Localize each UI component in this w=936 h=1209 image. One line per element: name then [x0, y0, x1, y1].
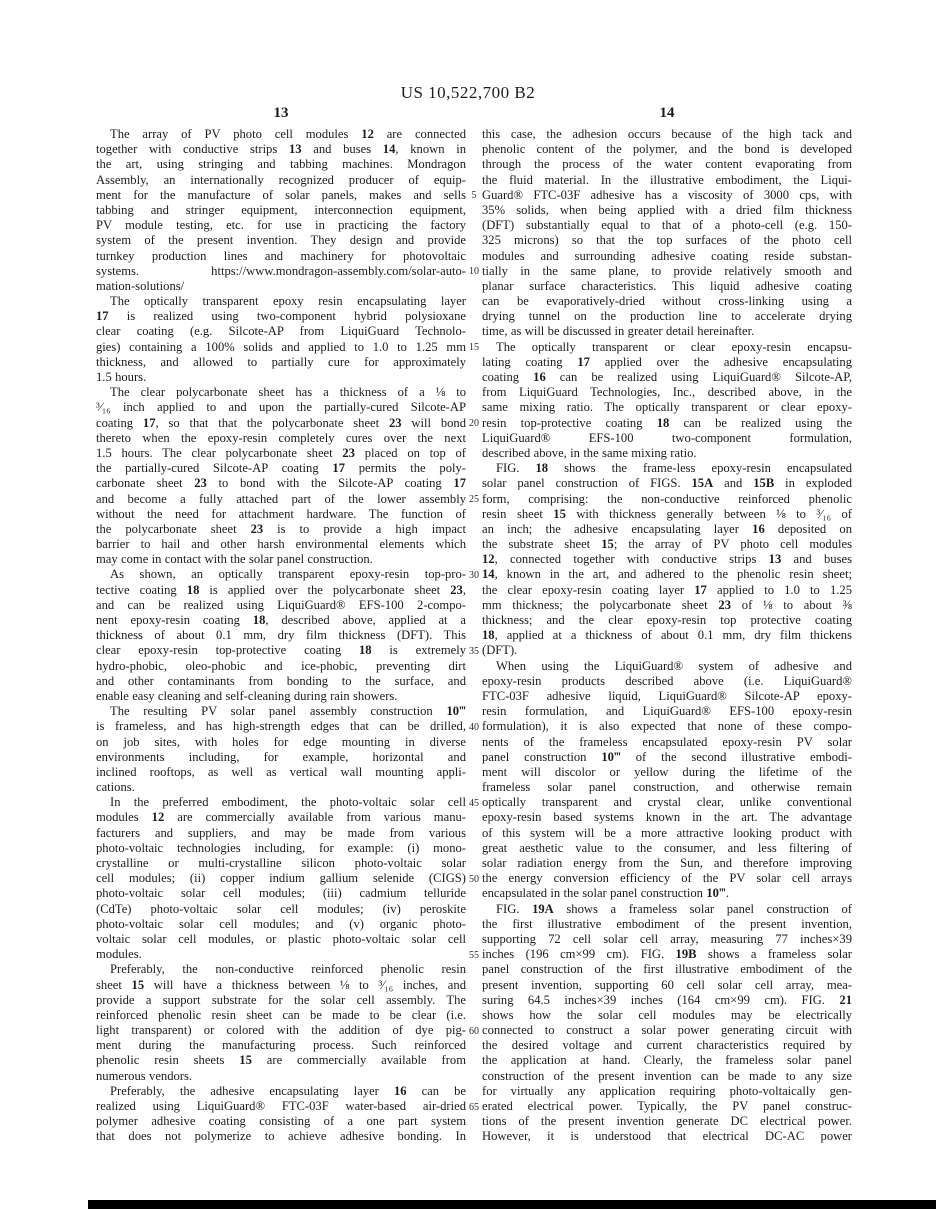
gutter-line-number: 15 — [469, 341, 479, 353]
text-line: turnkey production lines and machinery for photovoltaic — [96, 248, 466, 263]
text-line: the energy conversion efficiency of the PV solar cell arrays — [482, 871, 852, 886]
text-line: FTC-03F adhesive liquid, LiquiGuard® Silcote-AP epoxy- — [482, 688, 852, 703]
text-line: and other contaminants from bonding to the surface, and — [96, 673, 466, 688]
gutter-line-number: 65 — [469, 1101, 479, 1113]
text-line: on job sites, with holes for edge mounting in diverse — [96, 734, 466, 749]
text-line: ³⁄₁₆ inch applied to and upon the partially-cured Silcote-AP — [96, 400, 466, 415]
text-line: inclined rooftops, as well as vertical wall mounting appli- — [96, 764, 466, 779]
text-line: time, as will be discussed in greater detail hereinafter. — [482, 324, 755, 339]
text-line: realized using LiquiGuard® FTC-03F water-based air-dried — [96, 1099, 466, 1113]
text-line: Preferably, the non-conductive reinforced phenolic resin — [110, 962, 466, 977]
text-line: The array of PV photo cell modules 12 are connected — [110, 127, 466, 141]
text-line: that does not polymerize to achieve adhesive bonding. In — [96, 1129, 466, 1144]
text-line: 1.5 hours. — [96, 370, 147, 384]
text-line: shows how the solar cell modules may be electrically — [482, 1007, 852, 1022]
text-line: FIG. 18 shows the frame-less epoxy-resin encapsulated — [496, 461, 852, 476]
text-line: present invention, supporting 60 cell solar cell array, mea- — [482, 977, 852, 992]
text-line: tions of the present invention generate DC electrical power. — [482, 1114, 852, 1129]
text-line: connected to construct a solar power generating circuit with — [482, 1023, 852, 1038]
text-line: The optically transparent or clear epoxy-resin encapsu- — [496, 339, 852, 354]
text-line: crystalline or multi-crystalline silicon photo-voltaic solar — [96, 856, 466, 870]
text-line: hydro-phobic, oleo-phobic and ice-phobic, preventing dirt — [96, 658, 466, 673]
text-line: described above, in the same mixing ratio. — [482, 445, 697, 460]
text-line: Assembly, an internationally recognized producer of equip- — [96, 172, 466, 187]
text-line: modules and surrounding adhesive coating reside substan- — [482, 248, 852, 263]
text-line: However, it is understood that electrical DC-AC power — [482, 1129, 852, 1144]
text-line: thickness; and the clear epoxy-resin top protective coating — [482, 613, 852, 627]
text-line: solar radiation energy from the Sun, and therefore improving — [482, 856, 852, 870]
text-line: 17 is realized using two-component hybrid polysioxane — [96, 309, 466, 324]
text-line: construction of the present invention can be made to any size — [482, 1068, 852, 1083]
left-column-text — [96, 127, 466, 1145]
text-line: reinforced phenolic resin sheet can be made to be clear (i.e. — [96, 1007, 466, 1022]
text-line: environments including, for example, horizontal and — [96, 749, 466, 764]
text-line: the substrate sheet 15; the array of PV photo cell modules — [482, 537, 852, 552]
text-line: coating 17, so that that the polycarbonate sheet 23 will bond — [96, 415, 466, 430]
line-number-gutter — [466, 127, 482, 1157]
text-line: tially in the same plane, to provide relatively smooth and — [482, 263, 852, 278]
text-line: frameless solar panel construction, and otherwise remain — [482, 780, 852, 795]
text-line: an inch; the adhesive encapsulating layer 16 deposited on — [482, 521, 852, 536]
scan-artifact-bar — [88, 1200, 936, 1209]
text-line: FIG. 19A shows a frameless solar panel construction of — [496, 901, 852, 916]
text-line: the fluid material. In the illustrative embodiment, the Liqui- — [482, 172, 852, 187]
text-line: lating coating 17 applied over the adhesive encapsulating — [482, 354, 852, 369]
text-line: cell modules; (ii) copper indium gallium selenide (CIGS) — [96, 871, 466, 886]
text-line: cations. — [96, 780, 135, 795]
text-line: the desired voltage and current characteristics required by — [482, 1038, 852, 1053]
text-line: barrier to hail and other harsh environmental elements which — [96, 537, 466, 552]
text-line: without the need for attachment hardware. The function of — [96, 506, 466, 521]
text-line: may come in contact with the solar panel construction. — [96, 552, 373, 567]
text-line: panel construction 10‴ of the second illustrative embodi- — [482, 749, 852, 764]
text-line: facturers and suppliers, and may be made from various — [96, 825, 466, 840]
right-column-text — [482, 127, 852, 1145]
text-line: tabbing and stringer equipment, interconnection equipment, — [96, 202, 466, 217]
text-line: When using the LiquiGuard® system of adhesive and — [496, 658, 852, 673]
text-line: coating 16 can be realized using LiquiGuard® Silcote-AP, — [482, 370, 852, 384]
text-line: Preferably, the adhesive encapsulating layer 16 can be — [110, 1083, 466, 1098]
text-line: great aesthetic value to the consumer, and less filtering of — [482, 840, 852, 855]
text-line: planar surface characteristics. This liquid adhesive coating — [482, 278, 852, 293]
text-line: 14, known in the art, and adhered to the phenolic resin sheet; — [482, 567, 852, 582]
text-line: voltaic solar cell modules, or plastic photo-voltaic solar cell — [96, 931, 466, 946]
text-line: thickness, and allowed to partially cure for approximately — [96, 354, 466, 369]
text-line: thereto when the epoxy-resin completely cures over the next — [96, 430, 466, 445]
text-line: 35% solids, when being applied with a dried film thickness — [482, 202, 852, 217]
text-line: The resulting PV solar panel assembly construction 10‴ — [110, 704, 466, 719]
text-line: the first illustrative embodiment of the present invention, — [482, 916, 852, 931]
text-line: and can be realized using LiquiGuard® EFS-100 2-compo- — [96, 597, 466, 612]
text-line: optically transparent and crystal clear, unlike conventional — [482, 795, 852, 810]
text-line: erated electrical power. Typically, the PV panel construc- — [482, 1099, 852, 1113]
text-line: PV module testing, etc. for use in practicing the factory — [96, 218, 466, 233]
text-line: of this system will be a more attractive looking product with — [482, 825, 852, 840]
text-line: numerous vendors. — [96, 1068, 193, 1083]
gutter-line-number: 60 — [469, 1025, 479, 1037]
gutter-line-number: 25 — [469, 493, 479, 505]
text-line: The clear polycarbonate sheet has a thickness of a ⅛ to — [110, 385, 466, 400]
text-line: (DFT). — [482, 643, 518, 658]
gutter-line-number: 50 — [469, 873, 479, 885]
text-line: mm thickness; the polycarbonate sheet 23 of ⅛ to about ⅜ — [482, 597, 852, 612]
text-line: can be evaporatively-dried without cross-linking using a — [482, 294, 852, 309]
text-line: photo-voltaic solar cell modules; and (v) organic photo- — [96, 916, 466, 931]
gutter-line-number: 5 — [471, 189, 477, 201]
text-line: clear epoxy-resin top-protective coating 18 is extremely — [96, 643, 466, 658]
text-line: inches (196 cm×99 cm). FIG. 19B shows a frameless solar — [482, 947, 852, 962]
text-line: thickness of about 0.1 mm, dry film thickness (DFT). This — [96, 628, 466, 643]
text-line: and become a fully attached part of the lower assembly — [96, 491, 466, 506]
text-line: 325 microns) so that the top surfaces of the photo cell — [482, 233, 852, 248]
text-line: carbonate sheet 23 to bond with the Silcote-AP coating 17 — [96, 476, 466, 491]
text-line: modules 12 are commercially available from various manu- — [96, 810, 466, 825]
text-line: enable easy cleaning and self-cleaning during rain showers. — [96, 688, 398, 703]
text-line: ment for the manufacture of solar panels, makes and sells — [96, 187, 466, 202]
gutter-line-number: 45 — [469, 797, 479, 809]
text-line: the application at hand. Clearly, the frameless solar panel — [482, 1053, 852, 1068]
column-number-right: 14 — [659, 105, 675, 121]
text-line: provide a support substrate for the solar cell assembly. The — [96, 992, 466, 1007]
text-line: panel construction of the first illustrative embodiment of the — [482, 962, 852, 977]
text-line: light transparent) or colored with the addition of dye pig- — [96, 1023, 466, 1038]
text-line: (CdTe) photo-voltaic solar cell modules; (iv) peroskite — [96, 901, 466, 916]
gutter-line-number: 55 — [469, 949, 479, 961]
text-line: encapsulated in the solar panel construction 10‴. — [482, 886, 730, 901]
text-line: this case, the adhesion occurs because of the high tack and — [482, 127, 852, 141]
text-line: photo-voltaic technologies including, for example: (i) mono- — [96, 840, 466, 855]
text-line: ment will discolor or yellow during the lifetime of the — [482, 764, 852, 779]
text-line: (DFT) substantially equal to that of a photo-cell (e.g. 150- — [482, 218, 852, 233]
text-line: suring 64.5 inches×39 inches (164 cm×99 cm). FIG. 21 — [482, 992, 852, 1007]
text-line: through the process of the water content evaporating from — [482, 157, 852, 172]
text-line: Guard® FTC-03F adhesive has a viscosity of 3000 cps, with — [482, 187, 852, 202]
text-line: the art, using stringing and tabbing machines. Mondragon — [96, 157, 466, 172]
text-line: clear coating (e.g. Silcote-AP from LiquiGuard Technolo- — [96, 324, 466, 339]
text-line: together with conductive strips 13 and buses 14, known in — [96, 142, 466, 157]
text-line: for virtually any application requiring photo-voltaically gen- — [482, 1083, 852, 1098]
text-line: systems. https://www.mondragon-assembly.com/solar-auto- — [96, 263, 466, 278]
text-line: formulation), it is also expected that none of these compo- — [482, 719, 852, 734]
text-line: form, comprising: the non-conductive reinforced phenolic — [482, 491, 852, 506]
gutter-line-number: 40 — [469, 721, 479, 733]
text-line: The optically transparent epoxy resin encapsulating layer — [110, 294, 466, 309]
text-line: epoxy-resin based systems known in the art. The advantage — [482, 810, 852, 825]
text-line: LiquiGuard® EFS-100 two-component formulation, — [482, 430, 852, 445]
text-line: solar panel construction of FIGS. 15A and 15B in exploded — [482, 476, 852, 491]
text-line: from LiquiGuard Technologies, Inc., described above, in the — [482, 385, 852, 400]
text-line: the polycarbonate sheet 23 is to provide a high impact — [96, 521, 466, 536]
text-line: resin sheet 15 with thickness generally between ⅛ to ³⁄₁₆ of — [482, 506, 852, 521]
text-line: modules. — [96, 947, 142, 962]
text-line: same mixing ratio. The optically transparent or clear epoxy- — [482, 400, 852, 415]
gutter-line-number: 30 — [469, 569, 479, 581]
text-line: nents of the frameless encapsulated epoxy-resin PV solar — [482, 734, 852, 749]
gutter-line-number: 20 — [469, 417, 479, 429]
text-line: mation-solutions/ — [96, 278, 185, 293]
text-line: supporting 72 cell solar cell array, measuring 77 inches×39 — [482, 931, 852, 946]
text-line: gies) containing a 100% solids and applied to 1.0 to 1.25 mm — [96, 339, 466, 354]
gutter-line-number: 10 — [469, 265, 479, 277]
text-line: resin top-protective coating 18 can be realized using the — [482, 415, 852, 430]
text-line: is frameless, and has high-strength edges that can be drilled, — [96, 719, 466, 734]
text-line: phenolic content of the polymer, and the bond is developed — [482, 142, 852, 157]
gutter-line-number: 35 — [469, 645, 479, 657]
text-line: In the preferred embodiment, the photo-voltaic solar cell — [110, 795, 466, 810]
text-line: 1.5 hours. The clear polycarbonate sheet 23 placed on top of — [96, 445, 466, 460]
text-line: tective coating 18 is applied over the polycarbonate sheet 23, — [96, 582, 466, 597]
text-line: the clear epoxy-resin coating layer 17 applied to 1.0 to 1.25 — [482, 582, 852, 597]
column-number-left: 13 — [273, 105, 289, 121]
text-line: ment during the manufacturing process. Such reinforced — [96, 1038, 466, 1053]
text-line: As shown, an optically transparent epoxy-resin top-pro- — [110, 567, 466, 582]
text-line: 18, applied at a thickness of about 0.1 mm, dry film thickens — [482, 628, 852, 643]
text-line: epoxy-resin products described above (i.e. LiquiGuard® — [482, 673, 852, 688]
text-line: nent epoxy-resin coating 18, described above, applied at a — [96, 613, 466, 627]
text-line: drying tunnel on the production line to accelerate drying — [482, 309, 852, 324]
text-line: phenolic resin sheets 15 are commercially available from — [96, 1053, 466, 1068]
patent-number-heading: US 10,522,700 B2 — [400, 83, 536, 102]
text-line: sheet 15 will have a thickness between ⅛ to ³⁄₁₆ inches, and — [96, 977, 466, 992]
text-line: 12, connected together with conductive strips 13 and buses — [482, 552, 852, 567]
text-line: system of the present invention. They design and provide — [96, 233, 466, 248]
text-line: photo-voltaic solar cell modules; (iii) cadmium telluride — [96, 886, 466, 901]
text-line: polymer adhesive coating consisting of a one part system — [96, 1114, 466, 1129]
text-line: the partially-cured Silcote-AP coating 17 permits the poly- — [96, 461, 466, 476]
text-line: resin formulation, and LiquiGuard® EFS-100 epoxy-resin — [482, 704, 852, 719]
